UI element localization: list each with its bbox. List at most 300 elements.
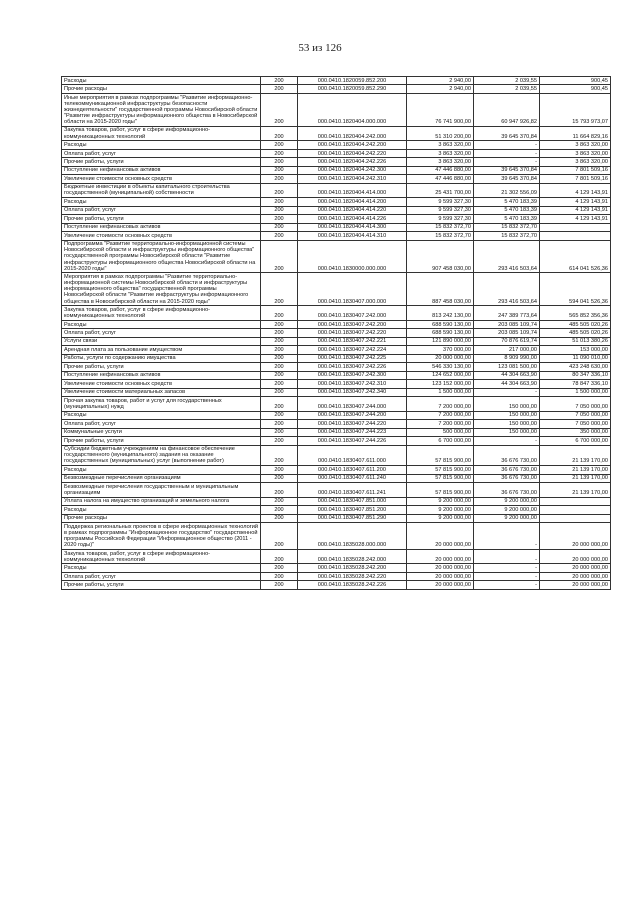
row-assigned-cell: 688 590 130,00 bbox=[407, 329, 474, 337]
table-row bbox=[62, 514, 611, 522]
row-grbs-cell: 200 bbox=[261, 523, 298, 550]
row-assigned-cell: 15 832 372,70 bbox=[407, 232, 474, 240]
row-executed-cell: 44 304 663,90 bbox=[474, 371, 540, 379]
row-code-cell: 000.0410.1835028.242.000 bbox=[298, 549, 407, 564]
row-name-cell: Услуги связи bbox=[62, 337, 261, 345]
row-grbs-cell: 200 bbox=[261, 306, 298, 321]
row-executed-cell: 36 676 730,00 bbox=[474, 474, 540, 482]
row-name-cell: Оплата работ, услуг bbox=[62, 149, 261, 157]
row-grbs-cell: 200 bbox=[261, 149, 298, 157]
table-row bbox=[62, 466, 611, 474]
row-remaining-cell bbox=[540, 506, 611, 514]
row-grbs-cell: 200 bbox=[261, 466, 298, 474]
row-name-cell: Бюджетные инвестиции в объекты капитального строительства государственной (муниципальной) собственности bbox=[62, 183, 261, 198]
table-row bbox=[62, 420, 611, 428]
row-assigned-cell: 3 863 320,00 bbox=[407, 149, 474, 157]
table-row bbox=[62, 581, 611, 589]
row-name-cell: Оплата работ, услуг bbox=[62, 572, 261, 580]
row-executed-cell: - bbox=[474, 437, 540, 445]
row-grbs-cell: 200 bbox=[261, 166, 298, 174]
row-executed-cell: 36 676 730,00 bbox=[474, 466, 540, 474]
row-code-cell: 000.0410.1830407.242.220 bbox=[298, 329, 407, 337]
row-grbs-cell: 200 bbox=[261, 445, 298, 466]
row-remaining-cell: 7 050 000,00 bbox=[540, 420, 611, 428]
row-assigned-cell: 6 700 000,00 bbox=[407, 437, 474, 445]
row-assigned-cell: 20 000 000,00 bbox=[407, 572, 474, 580]
row-remaining-cell: 7 801 509,16 bbox=[540, 166, 611, 174]
table-row bbox=[62, 380, 611, 388]
row-name-cell: Расходы bbox=[62, 320, 261, 328]
row-executed-cell: 2 039,55 bbox=[474, 77, 540, 85]
row-remaining-cell: 15 793 973,07 bbox=[540, 93, 611, 126]
row-grbs-cell: 200 bbox=[261, 93, 298, 126]
row-code-cell: 000.0410.1830407.244.220 bbox=[298, 420, 407, 428]
row-grbs-cell: 200 bbox=[261, 564, 298, 572]
row-executed-cell: 39 645 370,84 bbox=[474, 126, 540, 141]
row-executed-cell: 21 302 556,09 bbox=[474, 183, 540, 198]
row-grbs-cell: 200 bbox=[261, 206, 298, 214]
row-executed-cell: 9 200 000,00 bbox=[474, 506, 540, 514]
row-executed-cell: - bbox=[474, 572, 540, 580]
row-name-cell: Иные мероприятия в рамках подпрограммы "Развитие информационно-телекоммуникационной инфраструктуры безопасности жизнедеятельности" государственной программы Новосибирской области "Развитие инфраструктуры информационного общества в Новосибирской области на 2015-2020 годы" bbox=[62, 93, 261, 126]
row-code-cell: 000.0410.1830407.244.000 bbox=[298, 397, 407, 412]
row-assigned-cell: 9 599 327,30 bbox=[407, 206, 474, 214]
row-code-cell: 000.0410.1830407.851.200 bbox=[298, 506, 407, 514]
row-code-cell: 000.0410.1820404.242.300 bbox=[298, 166, 407, 174]
row-remaining-cell bbox=[540, 514, 611, 522]
row-name-cell: Расходы bbox=[62, 466, 261, 474]
table-row bbox=[62, 411, 611, 419]
row-code-cell: 000.0410.1820404.414.220 bbox=[298, 206, 407, 214]
row-assigned-cell: 57 815 900,00 bbox=[407, 466, 474, 474]
row-name-cell: Увеличение стоимости материальных запасов bbox=[62, 388, 261, 396]
row-grbs-cell: 200 bbox=[261, 215, 298, 223]
row-remaining-cell: 7 801 509,16 bbox=[540, 175, 611, 183]
row-grbs-cell: 200 bbox=[261, 320, 298, 328]
table-row bbox=[62, 388, 611, 396]
page-number: 53 из 126 bbox=[298, 42, 342, 54]
table-row bbox=[62, 77, 611, 85]
row-executed-cell: 293 416 503,64 bbox=[474, 273, 540, 306]
row-name-cell: Подпрограмма "Развитие территориально-информационной системы Новосибирской области и инфраструктуры информационного общества" государственной программы Новосибирской области "Развитие инфраструктуры информационного общества Новосибирской области на 2015-2020 годы" bbox=[62, 240, 261, 273]
row-remaining-cell: 423 248 630,00 bbox=[540, 363, 611, 371]
row-code-cell: 000.0410.1820404.000.000 bbox=[298, 93, 407, 126]
row-name-cell: Увеличение стоимости основных средств bbox=[62, 380, 261, 388]
row-remaining-cell: 21 139 170,00 bbox=[540, 466, 611, 474]
row-assigned-cell: 20 000 000,00 bbox=[407, 549, 474, 564]
row-grbs-cell: 200 bbox=[261, 175, 298, 183]
budget-table-body bbox=[62, 77, 611, 590]
row-name-cell: Работы, услуги по содержанию имущества bbox=[62, 354, 261, 362]
row-remaining-cell: 4 129 143,91 bbox=[540, 198, 611, 206]
row-assigned-cell: 7 200 000,00 bbox=[407, 411, 474, 419]
row-name-cell: Прочие работы, услуги bbox=[62, 158, 261, 166]
row-name-cell: Субсидии бюджетным учреждениям на финансовое обеспечение государственного (муниципального) задания на оказание государственных (муниципальных) услуг (выполнение работ) bbox=[62, 445, 261, 466]
row-code-cell: 000.0410.1820404.414.226 bbox=[298, 215, 407, 223]
row-grbs-cell: 200 bbox=[261, 380, 298, 388]
row-name-cell: Расходы bbox=[62, 77, 261, 85]
row-name-cell: Закупка товаров, работ, услуг в сфере информационно-коммуникационных технологий bbox=[62, 306, 261, 321]
row-name-cell: Расходы bbox=[62, 411, 261, 419]
row-executed-cell: - bbox=[474, 141, 540, 149]
row-executed-cell: 9 200 000,00 bbox=[474, 497, 540, 505]
row-code-cell: 000.0410.1820404.242.220 bbox=[298, 149, 407, 157]
table-row bbox=[62, 346, 611, 354]
row-name-cell: Оплата работ, услуг bbox=[62, 329, 261, 337]
row-name-cell: Оплата работ, услуг bbox=[62, 206, 261, 214]
row-assigned-cell: 20 000 000,00 bbox=[407, 581, 474, 589]
row-remaining-cell: 20 000 000,00 bbox=[540, 564, 611, 572]
row-executed-cell: 217 000,00 bbox=[474, 346, 540, 354]
row-assigned-cell: 15 832 372,70 bbox=[407, 223, 474, 231]
row-assigned-cell: 3 863 320,00 bbox=[407, 158, 474, 166]
row-remaining-cell: 485 505 020,26 bbox=[540, 320, 611, 328]
row-grbs-cell: 200 bbox=[261, 549, 298, 564]
row-assigned-cell: 9 200 000,00 bbox=[407, 506, 474, 514]
row-executed-cell: - bbox=[474, 581, 540, 589]
table-row bbox=[62, 215, 611, 223]
row-executed-cell: 9 200 000,00 bbox=[474, 514, 540, 522]
row-remaining-cell: 78 847 336,10 bbox=[540, 380, 611, 388]
row-name-cell: Оплата работ, услуг bbox=[62, 420, 261, 428]
row-remaining-cell: 153 000,00 bbox=[540, 346, 611, 354]
row-assigned-cell: 1 500 000,00 bbox=[407, 388, 474, 396]
row-grbs-cell: 200 bbox=[261, 572, 298, 580]
table-row bbox=[62, 198, 611, 206]
row-executed-cell: - bbox=[474, 149, 540, 157]
row-code-cell: 000.0410.1830407.851.000 bbox=[298, 497, 407, 505]
row-remaining-cell bbox=[540, 232, 611, 240]
row-remaining-cell: 20 000 000,00 bbox=[540, 572, 611, 580]
table-row bbox=[62, 93, 611, 126]
row-assigned-cell: 9 599 327,30 bbox=[407, 198, 474, 206]
row-assigned-cell: 121 890 000,00 bbox=[407, 337, 474, 345]
row-assigned-cell: 9 200 000,00 bbox=[407, 497, 474, 505]
row-code-cell: 000.0410.1830407.242.224 bbox=[298, 346, 407, 354]
table-row bbox=[62, 397, 611, 412]
row-grbs-cell: 200 bbox=[261, 141, 298, 149]
table-row bbox=[62, 273, 611, 306]
table-row bbox=[62, 85, 611, 93]
table-row bbox=[62, 320, 611, 328]
row-code-cell: 000.0410.1830407.000.000 bbox=[298, 273, 407, 306]
row-code-cell: 000.0410.1830407.611.000 bbox=[298, 445, 407, 466]
row-name-cell: Уплата налога на имущество организаций и земельного налога bbox=[62, 497, 261, 505]
row-name-cell: Поддержка региональных проектов в сфере информационных технологий в рамках подпрограммы "Информационное государство" государственной программы Российской Федерации "Информационное общество (2011 - 2020 годы)" bbox=[62, 523, 261, 550]
row-code-cell: 000.0410.1830407.242.310 bbox=[298, 380, 407, 388]
row-remaining-cell: 900,45 bbox=[540, 77, 611, 85]
table-row bbox=[62, 306, 611, 321]
row-grbs-cell: 200 bbox=[261, 198, 298, 206]
row-remaining-cell: 4 129 143,91 bbox=[540, 215, 611, 223]
row-grbs-cell: 200 bbox=[261, 126, 298, 141]
row-executed-cell: 36 676 730,00 bbox=[474, 445, 540, 466]
row-remaining-cell: 3 863 320,00 bbox=[540, 149, 611, 157]
row-grbs-cell: 200 bbox=[261, 437, 298, 445]
row-assigned-cell: 7 200 000,00 bbox=[407, 420, 474, 428]
row-grbs-cell: 200 bbox=[261, 363, 298, 371]
row-grbs-cell: 200 bbox=[261, 232, 298, 240]
row-executed-cell: 15 832 372,70 bbox=[474, 232, 540, 240]
table-row bbox=[62, 223, 611, 231]
row-assigned-cell: 546 330 130,00 bbox=[407, 363, 474, 371]
row-executed-cell: 39 645 370,84 bbox=[474, 166, 540, 174]
row-code-cell: 000.0410.1830407.611.200 bbox=[298, 466, 407, 474]
table-row bbox=[62, 483, 611, 498]
row-name-cell: Расходы bbox=[62, 564, 261, 572]
row-remaining-cell: 7 050 000,00 bbox=[540, 397, 611, 412]
row-name-cell: Поступление нефинансовых активов bbox=[62, 223, 261, 231]
row-grbs-cell: 200 bbox=[261, 483, 298, 498]
row-assigned-cell: 9 200 000,00 bbox=[407, 514, 474, 522]
row-assigned-cell: 500 000,00 bbox=[407, 428, 474, 436]
row-name-cell: Прочие расходы bbox=[62, 85, 261, 93]
row-remaining-cell: 11 664 829,16 bbox=[540, 126, 611, 141]
row-executed-cell: - bbox=[474, 549, 540, 564]
row-assigned-cell: 47 446 880,00 bbox=[407, 166, 474, 174]
row-code-cell: 000.0410.1830407.244.223 bbox=[298, 428, 407, 436]
row-code-cell: 000.0410.1820404.414.000 bbox=[298, 183, 407, 198]
row-code-cell: 000.0410.1820404.242.000 bbox=[298, 126, 407, 141]
budget-table bbox=[61, 76, 611, 590]
row-remaining-cell: 21 139 170,00 bbox=[540, 474, 611, 482]
row-assigned-cell: 813 242 130,00 bbox=[407, 306, 474, 321]
row-code-cell: 000.0410.1830407.242.300 bbox=[298, 371, 407, 379]
row-name-cell: Расходы bbox=[62, 506, 261, 514]
row-remaining-cell: 1 500 000,00 bbox=[540, 388, 611, 396]
row-remaining-cell: 11 090 010,00 bbox=[540, 354, 611, 362]
row-remaining-cell: 21 139 170,00 bbox=[540, 445, 611, 466]
table-row bbox=[62, 141, 611, 149]
row-executed-cell: 5 470 183,39 bbox=[474, 206, 540, 214]
row-grbs-cell: 200 bbox=[261, 428, 298, 436]
row-executed-cell: 5 470 183,39 bbox=[474, 198, 540, 206]
table-row bbox=[62, 371, 611, 379]
row-remaining-cell: 4 129 143,91 bbox=[540, 206, 611, 214]
row-name-cell: Закупка товаров, работ, услуг в сфере информационно-коммуникационных технологий bbox=[62, 549, 261, 564]
table-row bbox=[62, 497, 611, 505]
table-row bbox=[62, 175, 611, 183]
row-assigned-cell: 57 815 900,00 bbox=[407, 445, 474, 466]
row-name-cell: Прочие работы, услуги bbox=[62, 363, 261, 371]
table-row bbox=[62, 437, 611, 445]
row-code-cell: 000.0410.1820404.414.300 bbox=[298, 223, 407, 231]
row-grbs-cell: 200 bbox=[261, 158, 298, 166]
row-grbs-cell: 200 bbox=[261, 497, 298, 505]
row-code-cell: 000.0410.1830000.000.000 bbox=[298, 240, 407, 273]
row-remaining-cell: 20 000 000,00 bbox=[540, 523, 611, 550]
row-grbs-cell: 200 bbox=[261, 506, 298, 514]
row-executed-cell: 5 470 183,39 bbox=[474, 215, 540, 223]
row-executed-cell: - bbox=[474, 158, 540, 166]
row-grbs-cell: 200 bbox=[261, 411, 298, 419]
row-name-cell: Прочие работы, услуги bbox=[62, 437, 261, 445]
row-name-cell: Расходы bbox=[62, 141, 261, 149]
row-remaining-cell: 21 139 170,00 bbox=[540, 483, 611, 498]
row-grbs-cell: 200 bbox=[261, 474, 298, 482]
table-row bbox=[62, 474, 611, 482]
table-row bbox=[62, 337, 611, 345]
row-assigned-cell: 20 000 000,00 bbox=[407, 523, 474, 550]
row-remaining-cell: 614 041 526,36 bbox=[540, 240, 611, 273]
row-code-cell: 000.0410.1820404.414.200 bbox=[298, 198, 407, 206]
row-executed-cell: 70 876 619,74 bbox=[474, 337, 540, 345]
row-assigned-cell: 2 940,00 bbox=[407, 85, 474, 93]
row-name-cell: Прочие расходы bbox=[62, 514, 261, 522]
row-assigned-cell: 57 815 900,00 bbox=[407, 483, 474, 498]
row-grbs-cell: 200 bbox=[261, 354, 298, 362]
row-code-cell: 000.0410.1820404.242.226 bbox=[298, 158, 407, 166]
row-remaining-cell: 7 050 000,00 bbox=[540, 411, 611, 419]
table-row bbox=[62, 572, 611, 580]
row-assigned-cell: 887 458 030,00 bbox=[407, 273, 474, 306]
table-row bbox=[62, 183, 611, 198]
row-executed-cell: 2 039,55 bbox=[474, 85, 540, 93]
row-grbs-cell: 200 bbox=[261, 420, 298, 428]
row-grbs-cell: 200 bbox=[261, 397, 298, 412]
row-executed-cell: - bbox=[474, 388, 540, 396]
row-name-cell: Безвозмездные перечисления государственным и муниципальным организациям bbox=[62, 483, 261, 498]
row-name-cell: Увеличение стоимости основных средств bbox=[62, 175, 261, 183]
row-name-cell: Расходы bbox=[62, 198, 261, 206]
table-row bbox=[62, 126, 611, 141]
row-remaining-cell: 20 000 000,00 bbox=[540, 581, 611, 589]
row-executed-cell: - bbox=[474, 564, 540, 572]
row-executed-cell: 15 832 372,70 bbox=[474, 223, 540, 231]
row-code-cell: 000.0410.1830407.851.290 bbox=[298, 514, 407, 522]
row-executed-cell: 247 389 773,64 bbox=[474, 306, 540, 321]
row-grbs-cell: 200 bbox=[261, 329, 298, 337]
row-executed-cell: 36 676 730,00 bbox=[474, 483, 540, 498]
row-executed-cell: 60 947 926,82 bbox=[474, 93, 540, 126]
row-name-cell: Прочая закупка товаров, работ и услуг для государственных (муниципальных) нужд bbox=[62, 397, 261, 412]
row-code-cell: 000.0410.1830407.611.240 bbox=[298, 474, 407, 482]
row-executed-cell: 150 000,00 bbox=[474, 397, 540, 412]
row-code-cell: 000.0410.1830407.244.226 bbox=[298, 437, 407, 445]
row-code-cell: 000.0410.1820059.852.290 bbox=[298, 85, 407, 93]
row-remaining-cell: 350 000,00 bbox=[540, 428, 611, 436]
row-assigned-cell: 123 152 000,00 bbox=[407, 380, 474, 388]
row-name-cell: Закупка товаров, работ, услуг в сфере информационно-коммуникационных технологий bbox=[62, 126, 261, 141]
row-code-cell: 000.0410.1835028.242.226 bbox=[298, 581, 407, 589]
row-name-cell: Коммунальные услуги bbox=[62, 428, 261, 436]
row-code-cell: 000.0410.1820059.852.200 bbox=[298, 77, 407, 85]
row-assigned-cell: 3 863 320,00 bbox=[407, 141, 474, 149]
table-row bbox=[62, 240, 611, 273]
row-name-cell: Мероприятия в рамках подпрограммы "Развитие территориально-информационной системы Новосибирской области и инфраструктуры информационного общества" государственной программы Новосибирской области "Развитие инфраструктуры информационного общества в Новосибирской области на 2015-2020 годы" bbox=[62, 273, 261, 306]
row-grbs-cell: 200 bbox=[261, 85, 298, 93]
row-assigned-cell: 57 815 900,00 bbox=[407, 474, 474, 482]
row-code-cell: 000.0410.1820404.414.310 bbox=[298, 232, 407, 240]
row-assigned-cell: 370 000,00 bbox=[407, 346, 474, 354]
row-executed-cell: 203 085 109,74 bbox=[474, 320, 540, 328]
row-name-cell: Арендная плата за пользование имуществом bbox=[62, 346, 261, 354]
row-assigned-cell: 47 446 880,00 bbox=[407, 175, 474, 183]
row-assigned-cell: 25 431 700,00 bbox=[407, 183, 474, 198]
row-code-cell: 000.0410.1820404.242.200 bbox=[298, 141, 407, 149]
row-executed-cell: - bbox=[474, 523, 540, 550]
row-remaining-cell: 565 852 356,36 bbox=[540, 306, 611, 321]
table-row bbox=[62, 564, 611, 572]
row-executed-cell: 8 909 990,00 bbox=[474, 354, 540, 362]
row-assigned-cell: 2 940,00 bbox=[407, 77, 474, 85]
row-remaining-cell: 594 041 526,36 bbox=[540, 273, 611, 306]
row-executed-cell: 39 645 370,84 bbox=[474, 175, 540, 183]
row-name-cell: Прочие работы, услуги bbox=[62, 215, 261, 223]
row-code-cell: 000.0410.1835028.242.200 bbox=[298, 564, 407, 572]
row-grbs-cell: 200 bbox=[261, 388, 298, 396]
table-row bbox=[62, 158, 611, 166]
row-executed-cell: 44 304 663,90 bbox=[474, 380, 540, 388]
table-row bbox=[62, 354, 611, 362]
table-row bbox=[62, 445, 611, 466]
row-grbs-cell: 200 bbox=[261, 240, 298, 273]
row-executed-cell: 203 085 109,74 bbox=[474, 329, 540, 337]
row-code-cell: 000.0410.1830407.242.225 bbox=[298, 354, 407, 362]
row-assigned-cell: 76 741 900,00 bbox=[407, 93, 474, 126]
row-code-cell: 000.0410.1835028.000.000 bbox=[298, 523, 407, 550]
table-row bbox=[62, 549, 611, 564]
row-code-cell: 000.0410.1830407.242.340 bbox=[298, 388, 407, 396]
row-grbs-cell: 200 bbox=[261, 77, 298, 85]
row-assigned-cell: 9 599 327,30 bbox=[407, 215, 474, 223]
row-remaining-cell: 80 347 336,10 bbox=[540, 371, 611, 379]
row-grbs-cell: 200 bbox=[261, 273, 298, 306]
row-remaining-cell: 3 863 320,00 bbox=[540, 141, 611, 149]
row-remaining-cell: 4 129 143,91 bbox=[540, 183, 611, 198]
table-row bbox=[62, 428, 611, 436]
row-executed-cell: 123 081 500,00 bbox=[474, 363, 540, 371]
row-remaining-cell bbox=[540, 497, 611, 505]
row-grbs-cell: 200 bbox=[261, 346, 298, 354]
row-name-cell: Поступление нефинансовых активов bbox=[62, 371, 261, 379]
row-remaining-cell: 6 700 000,00 bbox=[540, 437, 611, 445]
row-grbs-cell: 200 bbox=[261, 371, 298, 379]
row-name-cell: Безвозмездные перечисления организациям bbox=[62, 474, 261, 482]
row-code-cell: 000.0410.1830407.242.200 bbox=[298, 320, 407, 328]
row-code-cell: 000.0410.1830407.242.221 bbox=[298, 337, 407, 345]
row-assigned-cell: 20 000 000,00 bbox=[407, 354, 474, 362]
row-assigned-cell: 51 310 200,00 bbox=[407, 126, 474, 141]
table-row bbox=[62, 363, 611, 371]
row-remaining-cell bbox=[540, 223, 611, 231]
row-remaining-cell: 900,45 bbox=[540, 85, 611, 93]
row-remaining-cell: 3 863 320,00 bbox=[540, 158, 611, 166]
table-row bbox=[62, 523, 611, 550]
row-assigned-cell: 124 652 000,00 bbox=[407, 371, 474, 379]
table-row bbox=[62, 329, 611, 337]
table-row bbox=[62, 149, 611, 157]
row-grbs-cell: 200 bbox=[261, 337, 298, 345]
row-code-cell: 000.0410.1830407.242.226 bbox=[298, 363, 407, 371]
row-executed-cell: 150 000,00 bbox=[474, 428, 540, 436]
row-remaining-cell: 20 000 000,00 bbox=[540, 549, 611, 564]
row-code-cell: 000.0410.1835028.242.220 bbox=[298, 572, 407, 580]
row-remaining-cell: 51 013 380,26 bbox=[540, 337, 611, 345]
row-grbs-cell: 200 bbox=[261, 223, 298, 231]
row-name-cell: Увеличение стоимости основных средств bbox=[62, 232, 261, 240]
row-code-cell: 000.0410.1830407.244.200 bbox=[298, 411, 407, 419]
row-assigned-cell: 7 200 000,00 bbox=[407, 397, 474, 412]
table-row bbox=[62, 506, 611, 514]
row-grbs-cell: 200 bbox=[261, 183, 298, 198]
table-row bbox=[62, 232, 611, 240]
row-grbs-cell: 200 bbox=[261, 581, 298, 589]
row-remaining-cell: 485 505 020,26 bbox=[540, 329, 611, 337]
table-row bbox=[62, 206, 611, 214]
row-assigned-cell: 907 458 030,00 bbox=[407, 240, 474, 273]
row-executed-cell: 293 416 503,64 bbox=[474, 240, 540, 273]
